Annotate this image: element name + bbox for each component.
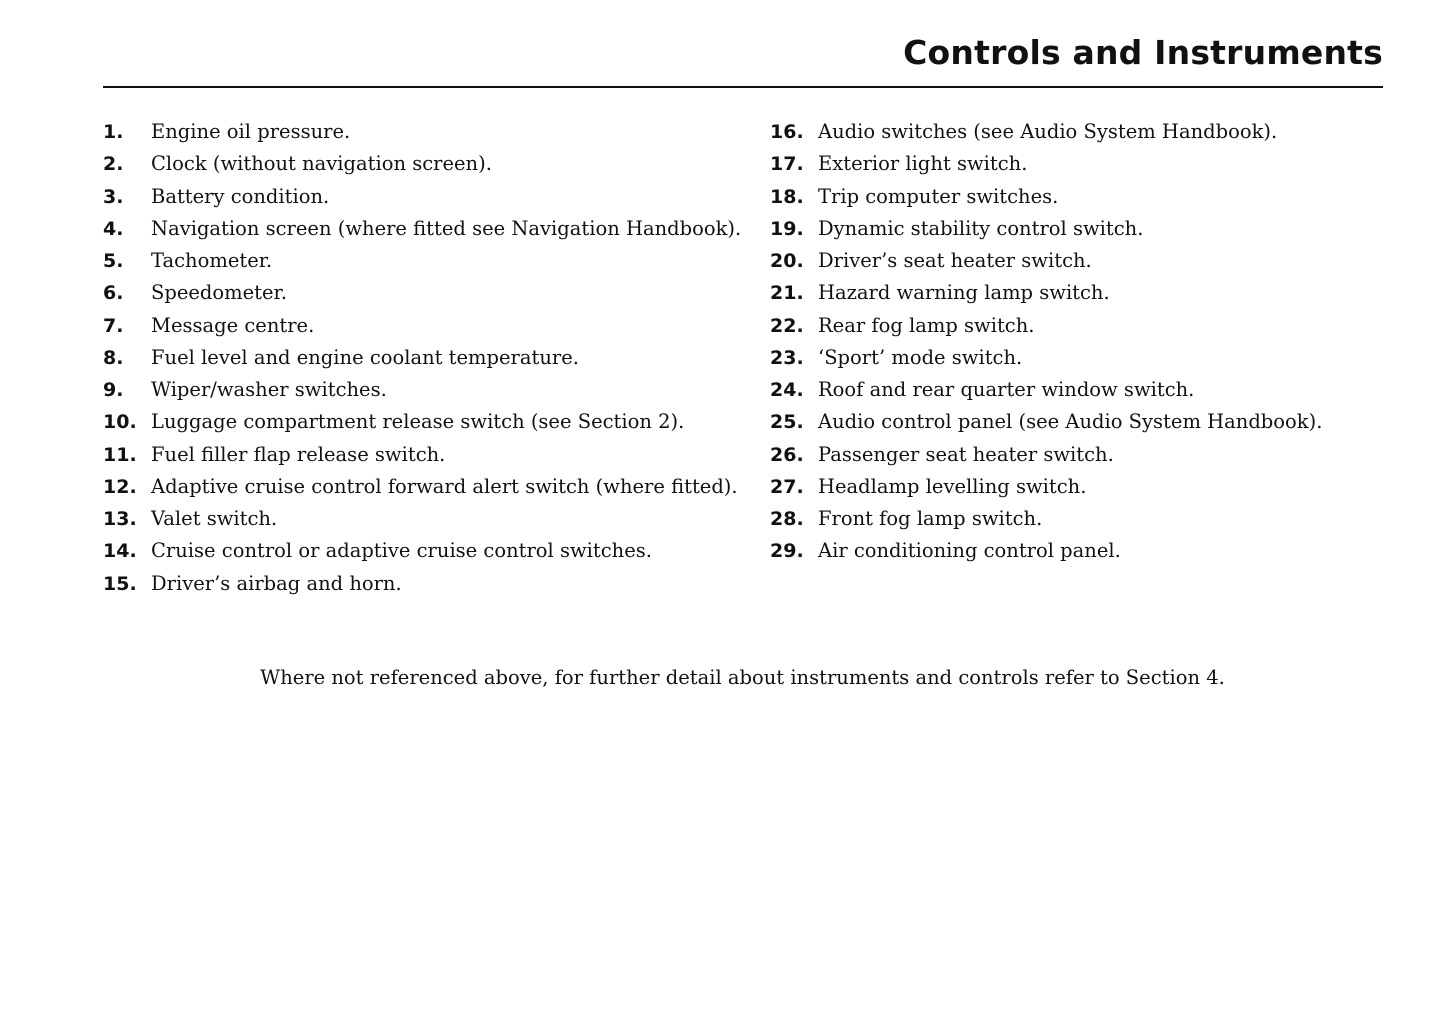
legend-item	[103, 342, 753, 374]
legend-text: Engine oil pressure.	[151, 120, 351, 143]
legend-item	[103, 503, 753, 535]
legend-text: Trip computer switches.	[818, 184, 1059, 208]
legend-text: Battery condition.	[151, 184, 330, 208]
legend-number: 17.	[770, 153, 804, 176]
legend-number: 26.	[770, 443, 804, 466]
legend-list-left	[103, 116, 753, 600]
legend-text: Cruise control or adaptive cruise control switches.	[151, 539, 652, 563]
legend-number: 3.	[103, 185, 124, 208]
legend-item	[103, 245, 753, 277]
page-title: Controls and Instruments	[903, 33, 1383, 72]
legend-item	[103, 277, 753, 309]
legend-list-right	[770, 116, 1370, 568]
legend-number: 29.	[770, 540, 804, 563]
legend-item	[103, 471, 753, 503]
legend-number: 1.	[103, 121, 124, 143]
footnote: Where not referenced above, for further detail about instruments and controls refer to Section 4.	[260, 666, 1225, 689]
legend-number: 20.	[770, 250, 804, 272]
legend-item	[770, 181, 1370, 213]
legend-item	[770, 116, 1370, 148]
legend-text: Luggage compartment release switch (see Section 2).	[151, 410, 685, 434]
legend-text: Adaptive cruise control forward alert switch (where fitted).	[151, 474, 738, 498]
legend-text: Audio switches (see Audio System Handbook).	[818, 120, 1278, 143]
legend-item	[770, 374, 1370, 406]
legend-number: 18.	[770, 185, 804, 208]
legend-text: Message centre.	[151, 313, 315, 337]
legend-number: 5.	[103, 250, 124, 272]
legend-text: Dynamic stability control switch.	[818, 216, 1144, 240]
legend-text: Tachometer.	[151, 249, 273, 272]
legend-item	[770, 535, 1370, 567]
legend-item	[770, 245, 1370, 277]
legend-number: 23.	[770, 346, 804, 369]
legend-number: 15.	[103, 572, 137, 595]
legend-item	[103, 213, 753, 245]
legend-item	[770, 503, 1370, 535]
legend-item	[770, 471, 1370, 503]
legend-number: 4.	[103, 217, 124, 240]
legend-number: 2.	[103, 153, 124, 176]
legend-text: Passenger seat heater switch.	[818, 442, 1114, 466]
legend-number: 24.	[770, 379, 804, 401]
legend-text: Clock (without navigation screen).	[151, 152, 492, 176]
legend-item	[770, 148, 1370, 180]
legend-text: Wiper/washer switches.	[151, 378, 387, 401]
legend-number: 22.	[770, 314, 804, 337]
legend-number: 25.	[770, 411, 804, 434]
legend-text: Navigation screen (where fitted see Navigation Handbook).	[151, 216, 742, 240]
legend-text: Valet switch.	[151, 507, 278, 530]
legend-item	[103, 535, 753, 567]
legend-text: Speedometer.	[151, 281, 287, 305]
legend-item	[103, 406, 753, 438]
legend-number: 12.	[103, 475, 137, 498]
legend-number: 13.	[103, 508, 137, 530]
legend-text: Roof and rear quarter window switch.	[818, 378, 1195, 401]
legend-text: Rear fog lamp switch.	[818, 313, 1035, 337]
legend-item	[770, 277, 1370, 309]
legend-number: 16.	[770, 121, 804, 143]
legend-item	[770, 342, 1370, 374]
legend-number: 19.	[770, 217, 804, 240]
legend-item	[103, 374, 753, 406]
legend-item	[103, 568, 753, 600]
legend-number: 9.	[103, 379, 124, 401]
legend-item	[103, 116, 753, 148]
legend-item	[103, 310, 753, 342]
legend-item	[103, 181, 753, 213]
legend-number: 8.	[103, 346, 124, 369]
legend-item	[103, 439, 753, 471]
legend-number: 6.	[103, 282, 124, 305]
legend-text: Headlamp levelling switch.	[818, 474, 1087, 498]
legend-text: Driver’s airbag and horn.	[151, 571, 402, 595]
legend-text: Exterior light switch.	[818, 152, 1028, 176]
legend-text: Front fog lamp switch.	[818, 507, 1043, 530]
legend-item	[770, 406, 1370, 438]
legend-number: 10.	[103, 411, 137, 434]
page-header	[103, 0, 1383, 88]
legend-item	[770, 213, 1370, 245]
legend-text: ‘Sport’ mode switch.	[818, 345, 1023, 369]
legend-text: Fuel filler flap release switch.	[151, 442, 446, 466]
legend-number: 14.	[103, 540, 137, 563]
legend-text: Fuel level and engine coolant temperature.	[151, 345, 579, 369]
legend-number: 28.	[770, 508, 804, 530]
legend-item	[770, 439, 1370, 471]
legend-number: 7.	[103, 314, 124, 337]
legend-number: 21.	[770, 282, 804, 305]
legend-text: Hazard warning lamp switch.	[818, 281, 1110, 305]
legend-text: Audio control panel (see Audio System Handbook).	[818, 410, 1323, 434]
legend-number: 11.	[103, 443, 137, 466]
legend-number: 27.	[770, 475, 804, 498]
legend-item	[770, 310, 1370, 342]
legend-item	[103, 148, 753, 180]
legend-text: Driver’s seat heater switch.	[818, 249, 1092, 272]
legend-text: Air conditioning control panel.	[818, 539, 1121, 563]
